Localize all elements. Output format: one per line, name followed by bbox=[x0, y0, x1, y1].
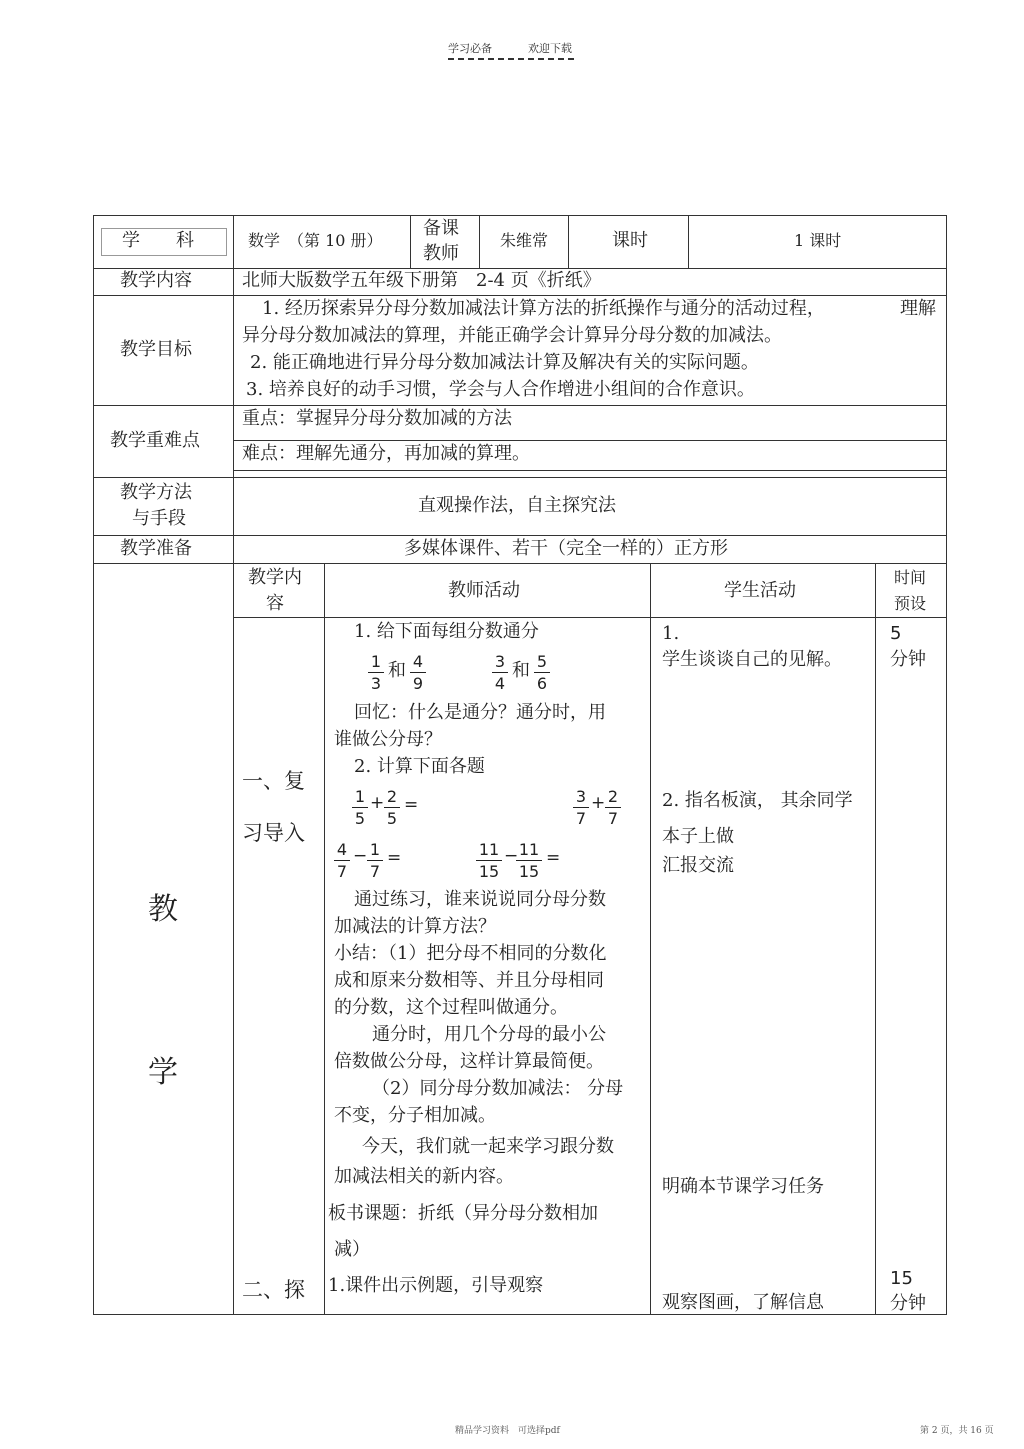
table-border-bottom bbox=[93, 1314, 947, 1315]
prep-teacher-label-2: 教师 bbox=[423, 243, 459, 264]
fraction bbox=[334, 840, 350, 881]
subject-label: 学 科 bbox=[122, 230, 194, 251]
goals-label: 教学目标 bbox=[120, 339, 192, 360]
numerator: 4 bbox=[410, 652, 426, 673]
period-value: 1 课时 bbox=[794, 231, 842, 250]
header-left: 学习必备 bbox=[448, 42, 492, 55]
table-border-right bbox=[946, 215, 947, 1315]
student-line: 2. 指名板演， 其余同学 bbox=[662, 790, 853, 811]
student-line: 明确本节课学习任务 bbox=[662, 1176, 824, 1197]
period-label: 课时 bbox=[612, 230, 648, 251]
method-value: 直观操作法，自主探究法 bbox=[418, 495, 616, 516]
fraction bbox=[368, 652, 384, 693]
fraction bbox=[476, 840, 502, 881]
col-header-time-1: 时间 bbox=[894, 568, 927, 587]
numerator: 2 bbox=[384, 787, 400, 808]
goal-line-1: 1. 经历探索异分母分数加减法计算方法的折纸操作与通分的活动过程， bbox=[262, 298, 825, 319]
row-divider bbox=[93, 563, 947, 564]
numerator: 1 bbox=[367, 840, 383, 861]
prep-value: 多媒体课件、若干（完全一样的）正方形 bbox=[404, 538, 728, 559]
minus-sign: − bbox=[353, 846, 368, 866]
teacher-line: （2）同分母分数加减法： 分母 bbox=[372, 1078, 624, 1099]
plus-sign: + bbox=[370, 793, 385, 813]
section-2-label: 二、探 bbox=[242, 1278, 305, 1302]
header-divider bbox=[448, 58, 574, 60]
teacher-line: 今天，我们就一起来学习跟分数 bbox=[362, 1136, 614, 1157]
teacher-line: 加减法的计算方法？ bbox=[334, 916, 496, 937]
col-divider bbox=[688, 215, 689, 269]
col-divider bbox=[568, 215, 569, 269]
col-header-content-1: 教学内 bbox=[248, 567, 302, 588]
denominator: 9 bbox=[412, 674, 424, 693]
table-border-left bbox=[93, 215, 94, 1315]
key-point: 重点：掌握异分母分数加减的方法 bbox=[242, 408, 512, 429]
prep-teacher-label-1: 备课 bbox=[423, 218, 459, 239]
goal-line-3: 2. 能正确地进行异分母分数加减法计算及解决有关的实际问题。 bbox=[250, 352, 759, 373]
col-header-time-2: 预设 bbox=[894, 594, 927, 613]
denominator: 7 bbox=[369, 862, 381, 881]
student-line: 1. bbox=[662, 623, 680, 644]
teacher-line: 的分数，这个过程叫做通分。 bbox=[334, 997, 568, 1018]
content-value: 北师大版数学五年级下册第 2-4 页《折纸》 bbox=[242, 270, 601, 291]
col-divider bbox=[324, 563, 325, 1315]
teacher-name: 朱维常 bbox=[500, 231, 549, 250]
header-right: 欢迎下载 bbox=[528, 42, 572, 55]
fraction bbox=[516, 840, 542, 881]
col-header-content-2: 容 bbox=[266, 593, 284, 614]
teacher-line: 回忆：什么是通分？通分时，用 bbox=[354, 702, 606, 723]
col-divider bbox=[410, 215, 411, 269]
goal-line-1-end: 理解 bbox=[900, 298, 936, 319]
fraction bbox=[534, 652, 550, 693]
and-text: 和 bbox=[512, 660, 530, 681]
fraction bbox=[384, 787, 400, 828]
difficulty-point: 难点：理解先通分，再加减的算理。 bbox=[242, 443, 530, 464]
time-value: 15 bbox=[890, 1268, 913, 1289]
numerator: 5 bbox=[534, 652, 550, 673]
fraction bbox=[410, 652, 426, 693]
student-line: 汇报交流 bbox=[662, 855, 734, 876]
student-line: 本子上做 bbox=[662, 826, 734, 847]
row-divider bbox=[93, 268, 947, 269]
method-label-1: 教学方法 bbox=[120, 482, 192, 503]
student-line: 观察图画，了解信息 bbox=[662, 1292, 824, 1313]
teacher-line: 减） bbox=[334, 1239, 370, 1260]
row-divider bbox=[233, 470, 946, 471]
denominator: 6 bbox=[536, 674, 548, 693]
denominator: 5 bbox=[354, 809, 366, 828]
process-label-2: 学 bbox=[148, 1055, 178, 1090]
fraction bbox=[492, 652, 508, 693]
equals-sign: = bbox=[546, 848, 561, 868]
denominator: 15 bbox=[518, 862, 540, 881]
teacher-line: 成和原来分数相等、并且分母相同 bbox=[334, 970, 604, 991]
numerator: 11 bbox=[476, 840, 502, 861]
section-1-label-1: 一、复 bbox=[242, 769, 305, 793]
numerator: 4 bbox=[334, 840, 350, 861]
student-line: 学生谈谈自己的见解。 bbox=[662, 649, 842, 670]
equals-sign: = bbox=[404, 795, 419, 815]
method-label-2: 与手段 bbox=[132, 508, 186, 529]
and-text: 和 bbox=[388, 660, 406, 681]
col-divider bbox=[650, 563, 651, 1315]
fraction bbox=[605, 787, 621, 828]
fraction bbox=[367, 840, 383, 881]
denominator: 7 bbox=[336, 862, 348, 881]
row-divider bbox=[233, 617, 946, 618]
minus-sign: − bbox=[504, 846, 519, 866]
goal-line-2: 异分母分数加减法的算理，并能正确学会计算异分母分数的加减法。 bbox=[242, 325, 782, 346]
denominator: 7 bbox=[575, 809, 587, 828]
col-header-student: 学生活动 bbox=[724, 580, 796, 601]
teacher-line: 板书课题：折纸（异分母分数相加 bbox=[328, 1203, 598, 1224]
fraction bbox=[573, 787, 589, 828]
teacher-line: 1. 给下面每组分数通分 bbox=[354, 621, 539, 642]
teacher-line: 加减法相关的新内容。 bbox=[334, 1166, 514, 1187]
col-divider bbox=[233, 215, 234, 1315]
denominator: 7 bbox=[607, 809, 619, 828]
denominator: 3 bbox=[370, 674, 382, 693]
footer-left: 精品学习资料 可选择pdf bbox=[455, 1426, 560, 1436]
section-1-label-2: 习导入 bbox=[242, 821, 305, 845]
row-divider bbox=[93, 295, 947, 296]
teacher-line: 通分时，用几个分母的最小公 bbox=[372, 1024, 606, 1045]
row-divider bbox=[93, 477, 947, 478]
plus-sign: + bbox=[591, 793, 606, 813]
content-label: 教学内容 bbox=[120, 270, 192, 291]
teacher-line: 谁做公分母？ bbox=[334, 729, 442, 750]
teacher-line: 2. 计算下面各题 bbox=[354, 756, 485, 777]
denominator: 4 bbox=[494, 674, 506, 693]
time-unit: 分钟 bbox=[890, 1293, 926, 1314]
process-label-1: 教 bbox=[148, 892, 178, 927]
teacher-line: 1.课件出示例题，引导观察 bbox=[328, 1275, 544, 1296]
numerator: 3 bbox=[492, 652, 508, 673]
key-points-label: 教学重难点 bbox=[110, 430, 200, 451]
teacher-line: 倍数做公分母，这样计算最简便。 bbox=[334, 1051, 604, 1072]
row-divider bbox=[93, 405, 947, 406]
numerator: 2 bbox=[605, 787, 621, 808]
equals-sign: = bbox=[387, 848, 402, 868]
row-divider bbox=[93, 535, 947, 536]
teacher-line: 通过练习，谁来说说同分母分数 bbox=[354, 889, 606, 910]
table-border-top bbox=[93, 215, 947, 216]
col-header-teacher: 教师活动 bbox=[448, 580, 520, 601]
denominator: 15 bbox=[478, 862, 500, 881]
fraction bbox=[352, 787, 368, 828]
prep-label: 教学准备 bbox=[120, 538, 192, 559]
row-divider bbox=[233, 440, 946, 441]
numerator: 1 bbox=[352, 787, 368, 808]
footer-page-number: 第 2 页，共 16 页 bbox=[920, 1426, 994, 1436]
teacher-line: 不变，分子相加减。 bbox=[334, 1105, 496, 1126]
teacher-line: 小结：（1）把分母不相同的分数化 bbox=[334, 943, 607, 964]
denominator: 5 bbox=[386, 809, 398, 828]
numerator: 3 bbox=[573, 787, 589, 808]
col-divider bbox=[479, 215, 480, 269]
col-divider bbox=[875, 563, 876, 1315]
numerator: 11 bbox=[516, 840, 542, 861]
time-unit: 分钟 bbox=[890, 649, 926, 670]
time-value: 5 bbox=[890, 623, 902, 644]
numerator: 1 bbox=[368, 652, 384, 673]
subject-value: 数学 （第 10 册） bbox=[248, 231, 383, 250]
goal-line-4: 3. 培养良好的动手习惯，学会与人合作增进小组间的合作意识。 bbox=[246, 379, 755, 400]
